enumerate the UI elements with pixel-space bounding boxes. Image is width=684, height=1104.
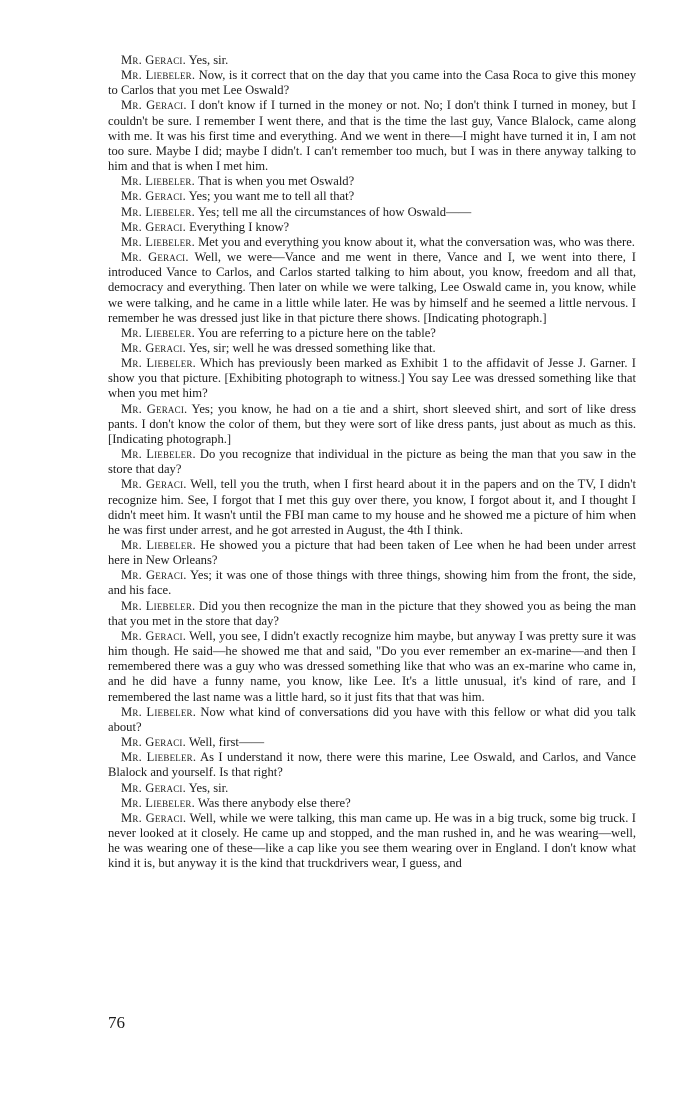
transcript-paragraph (108, 326, 636, 341)
transcript-paragraph (108, 53, 636, 68)
speaker-label: Mr. Liebeler. (121, 447, 196, 462)
speaker-label: Mr. Geraci. (121, 98, 187, 113)
speaker-label: Mr. Liebeler. (121, 234, 195, 249)
statement-text: Met you and everything you know about it, what the conversation was, who was there. (198, 234, 635, 249)
transcript-paragraph (108, 705, 636, 735)
statement-text: Did you then recognize the man in the picture that they showed you as being the man that you met in the store that day? (108, 598, 636, 628)
speaker-label: Mr. Liebeler. (121, 750, 197, 765)
transcript-paragraph (108, 402, 636, 447)
speaker-label: Mr. Geraci. (121, 780, 186, 795)
statement-text: Well, tell you the truth, when I first heard about it in the papers and on the TV, I didn't recognize him. See, I forgot that I met this guy over there, you know, I forgot about it, and I thought I didn't meet him. It wasn't until the FBI man came to my house and he showed me a picture of him when he was first under arrest, and he got arrested in August, the 4th I think. (108, 477, 636, 537)
page-number: 76 (108, 1013, 125, 1032)
statement-text: Yes, sir. (188, 780, 229, 795)
transcript-paragraph (108, 599, 636, 629)
speaker-label: Mr. Liebeler. (121, 204, 195, 219)
statement-text: Well, we were—Vance and me went in there, Vance and I, we went into there, I introduced Vance to Carlos, and Carlos started talking to him about, you know, freedom and all that, democracy and everything. Then later on while we were talking, Lee Oswald came in, you know, while we were talking, and he came in a little while later. He was by himself and he seemed a little nervous. I remember he was dressed just like in that picture there shows. [Indicating photograph.] (108, 250, 636, 325)
transcript-paragraph (108, 477, 636, 538)
statement-text: Which has previously been marked as Exhibit 1 to the affidavit of Jesse J. Garner. I show you that picture. [Exhibiting photograph to witness.] You say Lee was dressed something like that when you met him? (108, 356, 636, 401)
transcript-paragraph (108, 447, 636, 477)
transcript-paragraph (108, 235, 636, 250)
transcript-paragraph (108, 629, 636, 705)
statement-text: Yes, sir. (188, 53, 229, 67)
transcript-paragraph (108, 341, 636, 356)
speaker-label: Mr. Liebeler. (121, 538, 197, 552)
transcript-paragraph (108, 68, 636, 98)
statement-text: Now what kind of conversations did you have with this fellow or what did you talk about? (108, 704, 636, 734)
statement-text: Yes, sir; well he was dressed something like that. (188, 340, 436, 355)
speaker-label: Mr. Geraci. (121, 53, 186, 67)
statement-text: Was there anybody else there? (197, 795, 351, 810)
transcript-paragraph (108, 189, 636, 204)
statement-text: Well, first—— (188, 735, 265, 750)
statement-text: Now, is it correct that on the day that you came into the Casa Roca to give this money to Carlos that you met Lee Oswald? (108, 68, 636, 98)
speaker-label: Mr. Liebeler. (121, 704, 197, 719)
transcript-paragraph (108, 811, 636, 872)
transcript-paragraph (108, 250, 636, 326)
speaker-label: Mr. Liebeler. (121, 795, 195, 810)
transcript-paragraph (108, 98, 636, 174)
statement-text: That is when you met Oswald? (197, 174, 355, 189)
speaker-label: Mr. Liebeler. (121, 174, 195, 189)
statement-text: He showed you a picture that had been taken of Lee when he had been under arrest here in New Orleans? (108, 538, 636, 568)
speaker-label: Mr. Liebeler. (121, 598, 196, 613)
speaker-label: Mr. Geraci. (121, 477, 187, 492)
transcript-paragraph (108, 735, 636, 750)
transcript-paragraph (108, 796, 636, 811)
testimony-transcript (108, 53, 636, 871)
speaker-label: Mr. Liebeler. (121, 68, 196, 83)
speaker-label: Mr. Geraci. (121, 568, 187, 583)
statement-text: You are referring to a picture here on the table? (197, 325, 436, 340)
speaker-label: Mr. Geraci. (121, 401, 188, 416)
speaker-label: Mr. Liebeler. (121, 325, 195, 340)
speaker-label: Mr. Liebeler. (121, 356, 197, 371)
speaker-label: Mr. Geraci. (121, 189, 186, 204)
statement-text: Yes; it was one of those things with three things, showing him from the front, the side, and his face. (108, 568, 636, 598)
transcript-paragraph (108, 750, 636, 780)
speaker-label: Mr. Geraci. (121, 340, 186, 355)
statement-text: As I understand it now, there were this marine, Lee Oswald, and Carlos, and Vance Blalock and yourself. Is that right? (108, 750, 636, 780)
speaker-label: Mr. Geraci. (121, 735, 186, 750)
statement-text: Yes; tell me all the circumstances of how Oswald—— (197, 204, 472, 219)
transcript-paragraph (108, 174, 636, 189)
transcript-paragraph (108, 356, 636, 401)
speaker-label: Mr. Geraci. (121, 628, 187, 643)
statement-text: Well, while we were talking, this man came up. He was in a big truck, some big truck. I never looked at it closely. He came up and stopped, and the man rushed in, and he was wearing—well, he was wearing one of these—like a cap like you see them wearing over in England. I don't know what kind it is, but anyway it is the kind that truckdrivers wear, I guess, and (108, 810, 636, 871)
statement-text: Yes; you know, he had on a tie and a shirt, short sleeved shirt, and sort of like dress pants. I don't know the color of them, but they were sort of like dress pants, just about as much as this. [Indicating photograph.] (108, 401, 636, 446)
statement-text: Everything I know? (189, 219, 290, 234)
speaker-label: Mr. Geraci. (121, 250, 189, 265)
statement-text: I don't know if I turned in the money or not. No; I don't think I turned in money, but I couldn't be sure. I remember I went there, and that is the time the last guy, Vance Blalock, came along with me. It was his first time and everything. And we went in there—I might have turned it in, I am not too sure. Maybe I did; maybe I didn't. I can't remember too much, but I was in there anyway talking to him and that is when I met him. (108, 98, 636, 174)
transcript-paragraph (108, 220, 636, 235)
statement-text: Do you recognize that individual in the picture as being the man that you saw in the store that day? (108, 447, 636, 477)
transcript-paragraph (108, 538, 636, 568)
speaker-label: Mr. Geraci. (121, 219, 186, 234)
statement-text: Well, you see, I didn't exactly recognize him maybe, but anyway I was pretty sure it was him though. He said—he showed me that and said, "Do you ever remember an ex-marine—and then I remembered there was a guy who was dressed something like that who was an ex-marine who came in, and he did have a funny name, you know, like Lee. It's a little unusual, it's kind of rare, and I remembered the last name was a little hard, so it just fits that that was him. (108, 628, 636, 704)
statement-text: Yes; you want me to tell all that? (188, 189, 355, 204)
transcript-paragraph (108, 205, 636, 220)
transcript-paragraph (108, 568, 636, 598)
transcript-paragraph (108, 781, 636, 796)
speaker-label: Mr. Geraci. (121, 810, 187, 825)
